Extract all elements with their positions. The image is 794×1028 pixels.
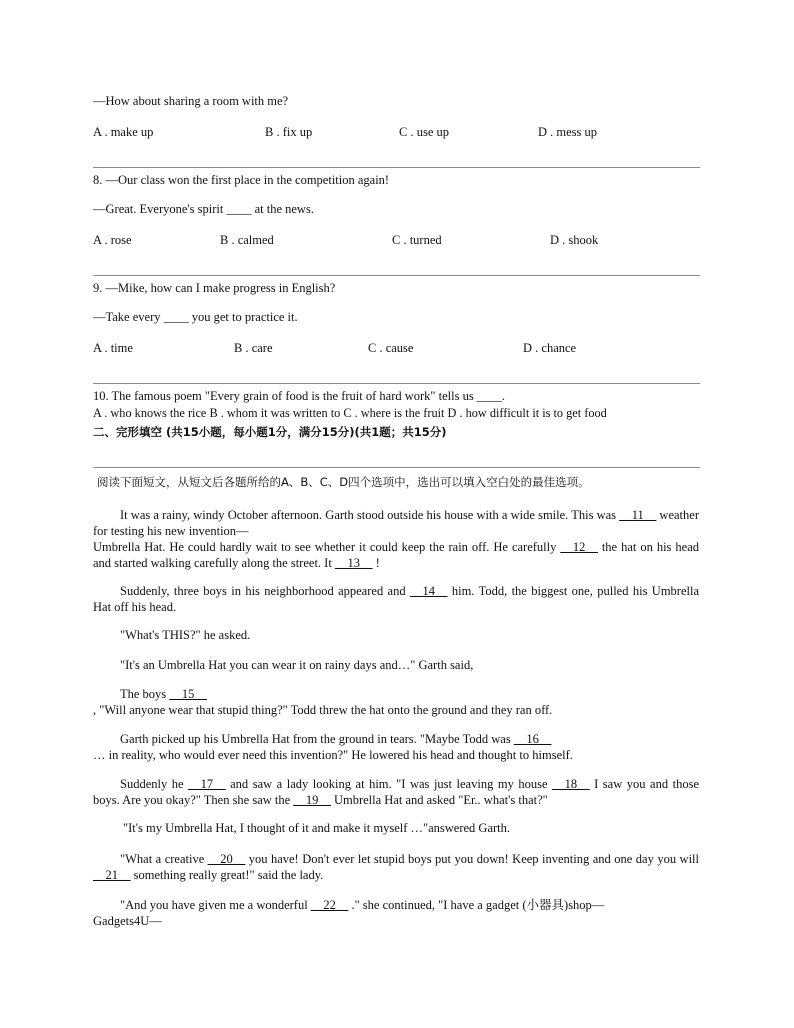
q8-option-d[interactable]: D . shook: [550, 233, 599, 247]
p10-text-b: ." she continued, "I have a gadget (小器具)shop—: [348, 898, 605, 912]
blank-11: __11__: [619, 508, 657, 522]
q8-line-post: at the news.: [251, 202, 314, 216]
passage-paragraph-1: [93, 507, 699, 571]
blank-21: __21__: [93, 868, 131, 882]
q8-line-pre: —Great. Everyone's spirit: [93, 202, 227, 216]
q9-option-d[interactable]: D . chance: [523, 341, 577, 355]
p9-text-c: something really great!" said the lady.: [130, 868, 324, 882]
blank-14: __14__: [409, 584, 448, 598]
q7-option-c[interactable]: C . use up: [399, 125, 449, 139]
divider: [93, 467, 700, 468]
blank-17: __17__: [188, 777, 226, 791]
blank-16: __16__: [513, 732, 552, 746]
q7-option-a[interactable]: A . make up: [93, 125, 154, 139]
divider: [93, 383, 700, 384]
p7-text: Suddenly he: [120, 777, 189, 791]
p9-text-b: you have! Don't ever let stupid boys put you down! Keep inventing and one day you will: [245, 852, 699, 866]
divider: [93, 275, 700, 276]
q9-option-b[interactable]: B . care: [234, 341, 273, 355]
p1-text-e: !: [372, 556, 380, 570]
passage-paragraph-10: [93, 897, 699, 929]
q9-option-c[interactable]: C . cause: [368, 341, 414, 355]
q7-option-b[interactable]: B . fix up: [265, 125, 313, 139]
q7-line: —How about sharing a room with me?: [93, 94, 289, 108]
passage-paragraph-2: [93, 583, 699, 615]
blank-12: __12__: [560, 540, 598, 554]
passage-paragraph-8: "It's my Umbrella Hat, I thought of it and make it myself …"answered Garth.: [123, 821, 511, 835]
q8-blank: ____: [226, 202, 252, 216]
p1-text-b: weather for testing his new invention—: [93, 508, 699, 538]
q8-option-b[interactable]: B . calmed: [220, 233, 274, 247]
q8-stem: 8. —Our class won the first place in the competition again!: [93, 173, 390, 187]
section-instruction: 阅读下面短文，从短文后各题所给的A、B、C、D四个选项中，选出可以填入空白处的最佳选项。: [97, 475, 590, 489]
blank-13: __13__: [334, 556, 373, 570]
p7-text-c: I saw you and those boys. Are you okay?" Then she saw the: [93, 777, 699, 807]
q9-line-post: you get to practice it.: [188, 310, 298, 324]
p2-text-b: him. Todd, the biggest one, pulled his Umbrella Hat off his head.: [93, 584, 700, 614]
p10-text: "And you have given me a wonderful: [120, 898, 311, 912]
blank-18: __18__: [552, 777, 590, 791]
p10-text-c: Gadgets4U—: [93, 914, 162, 928]
p5-text-b: , "Will anyone wear that stupid thing?" Todd threw the hat onto the ground and they ran off.: [93, 703, 553, 717]
q10-stem: 10. The famous poem "Every grain of food is the fruit of hard work" tells us ____.: [93, 389, 505, 403]
p7-text-b: and saw a lady looking at him. "I was just leaving my house: [225, 777, 553, 791]
p2-text: Suddenly, three boys in his neighborhood appeared and: [120, 584, 410, 598]
p1-text-c: Umbrella Hat. He could hardly wait to see whether it could keep the rain off. He carefully: [93, 540, 561, 554]
passage-paragraph-7: [93, 776, 699, 808]
blank-15: __15__: [169, 687, 207, 701]
section-heading: 二、完形填空 (共15小题，每小题1分，满分15分)(共1题；共15分): [93, 425, 447, 439]
q10-options[interactable]: A . who knows the rice B . whom it was written to C . where is the fruit D . how difficult it is to get food: [93, 406, 607, 420]
passage-paragraph-9: [93, 851, 699, 883]
p9-text: "What a creative: [120, 852, 208, 866]
q9-line-pre: —Take every: [93, 310, 164, 324]
p7-text-d: Umbrella Hat and asked "Er.. what's that?": [330, 793, 548, 807]
q9-blank: ____: [163, 310, 189, 324]
blank-22: __22__: [310, 898, 349, 912]
divider: [93, 167, 700, 168]
passage-paragraph-5: [93, 686, 699, 718]
q8-option-a[interactable]: A . rose: [93, 233, 132, 247]
p1-text: It was a rainy, windy October afternoon. Garth stood outside his house with a wide smile. This was: [120, 508, 620, 522]
q9-line: [93, 310, 298, 325]
blank-19: __19__: [293, 793, 331, 807]
p6-text: Garth picked up his Umbrella Hat from the ground in tears. "Maybe Todd was: [120, 732, 514, 746]
p5-text: The boys: [120, 687, 170, 701]
q9-stem: 9. —Mike, how can I make progress in English?: [93, 281, 336, 295]
q8-line: [93, 202, 314, 217]
passage-paragraph-3: "What's THIS?" he asked.: [120, 628, 251, 642]
q9-option-a[interactable]: A . time: [93, 341, 133, 355]
p1-text-d: the hat on his head and started walking carefully along the street. It: [93, 540, 699, 570]
passage-paragraph-6: [93, 731, 699, 763]
blank-20: __20__: [207, 852, 246, 866]
q7-option-d[interactable]: D . mess up: [538, 125, 598, 139]
p6-text-b: … in reality, who would ever need this invention?" He lowered his head and thought to himself.: [93, 748, 573, 762]
q8-option-c[interactable]: C . turned: [392, 233, 442, 247]
passage-paragraph-4: "It's an Umbrella Hat you can wear it on rainy days and…" Garth said,: [120, 658, 474, 672]
